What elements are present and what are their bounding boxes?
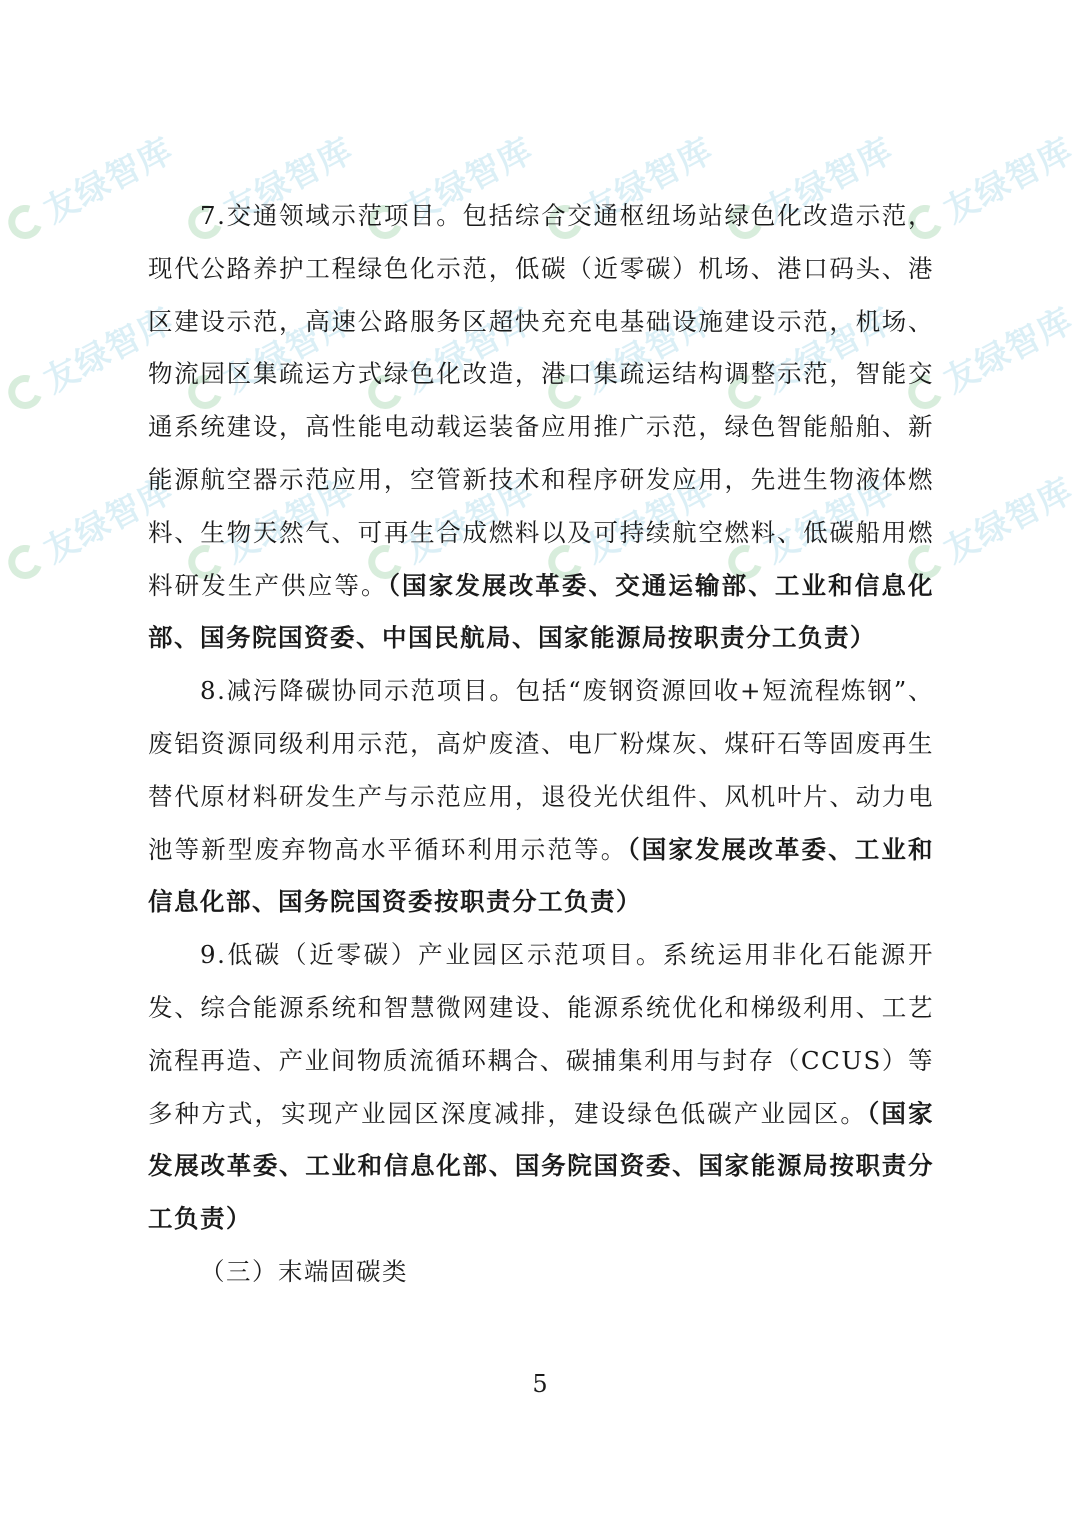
item-8-paragraph: [148, 665, 934, 929]
item-7-paragraph: [148, 190, 934, 665]
watermark-text: 友绿智库: [397, 300, 540, 402]
watermark-text: 友绿智库: [577, 130, 720, 232]
item-8-body: 8.减污降碳协同示范项目。包括“废钢资源回收+短流程炼钢”、废铝资源同级利用示范，高炉废渣、电厂粉煤灰、煤矸石等固废再生替代原材料研发生产与示范应用，退役光伏组件、风机叶片、动力电池等新型废弃物高水平循环利用示范等。: [148, 676, 934, 864]
watermark-text: 友绿智库: [937, 130, 1080, 232]
watermark-text: 友绿智库: [937, 300, 1080, 402]
watermark-text: 友绿智库: [217, 130, 360, 232]
watermark-text: 友绿智库: [757, 130, 900, 232]
item-9-body: 9.低碳（近零碳）产业园区示范项目。系统运用非化石能源开发、综合能源系统和智慧微网建设、能源系统优化和梯级利用、工艺流程再造、产业间物质流循环耦合、碳捕集利用与封存（CCUS）等多种方式，实现产业园区深度减排，建设绿色低碳产业园区。: [148, 940, 934, 1128]
watermark-text: 友绿智库: [37, 130, 180, 232]
item-9-departments: （国家发展改革委、工业和信息化部、国务院国资委、国家能源局按职责分工负责）: [148, 1098, 935, 1234]
watermark-text: 友绿智库: [937, 470, 1080, 572]
watermark-text: 友绿智库: [37, 300, 180, 402]
watermark-text: 友绿智库: [37, 470, 180, 572]
item-7-body: 7.交通领域示范项目。包括综合交通枢纽场站绿色化改造示范，现代公路养护工程绿色化示范，低碳（近零碳）机场、港口码头、港区建设示范，高速公路服务区超快充充电基础设施建设示范，机场、物流园区集疏运方式绿色化改造，港口集疏运结构调整示范，智能交通系统建设，高性能电动载运装备应用推广示范，绿色智能船舶、新能源航空器示范应用，空管新技术和程序研发应用，先进生物液体燃料、生物天然气、可再生合成燃料以及可持续航空燃料、低碳船用燃料研发生产供应等。: [148, 201, 934, 600]
watermark-text: 友绿智库: [397, 470, 540, 572]
watermark-text: 友绿智库: [757, 470, 900, 572]
watermark-text: 友绿智库: [577, 470, 720, 572]
watermark-logo-icon: [2, 539, 48, 585]
item-7-departments: （国家发展改革委、交通运输部、工业和信息化部、国务院国资委、中国民航局、国家能源局按职责分工负责）: [148, 570, 935, 653]
watermark-text: 友绿智库: [217, 470, 360, 572]
item-8-departments: （国家发展改革委、工业和信息化部、国务院国资委按职责分工负责）: [148, 834, 934, 917]
watermark-text: 友绿智库: [757, 300, 900, 402]
watermark-logo-icon: [2, 199, 48, 245]
item-9-paragraph: [148, 929, 934, 1246]
watermark-text: 友绿智库: [397, 130, 540, 232]
document-body: [148, 190, 934, 1299]
watermark-logo-icon: [2, 369, 48, 415]
section-heading: （三）末端固碳类: [200, 1256, 408, 1286]
watermark-text: 友绿智库: [577, 300, 720, 402]
page-number: 5: [532, 1370, 548, 1398]
watermark-text: 友绿智库: [217, 300, 360, 402]
